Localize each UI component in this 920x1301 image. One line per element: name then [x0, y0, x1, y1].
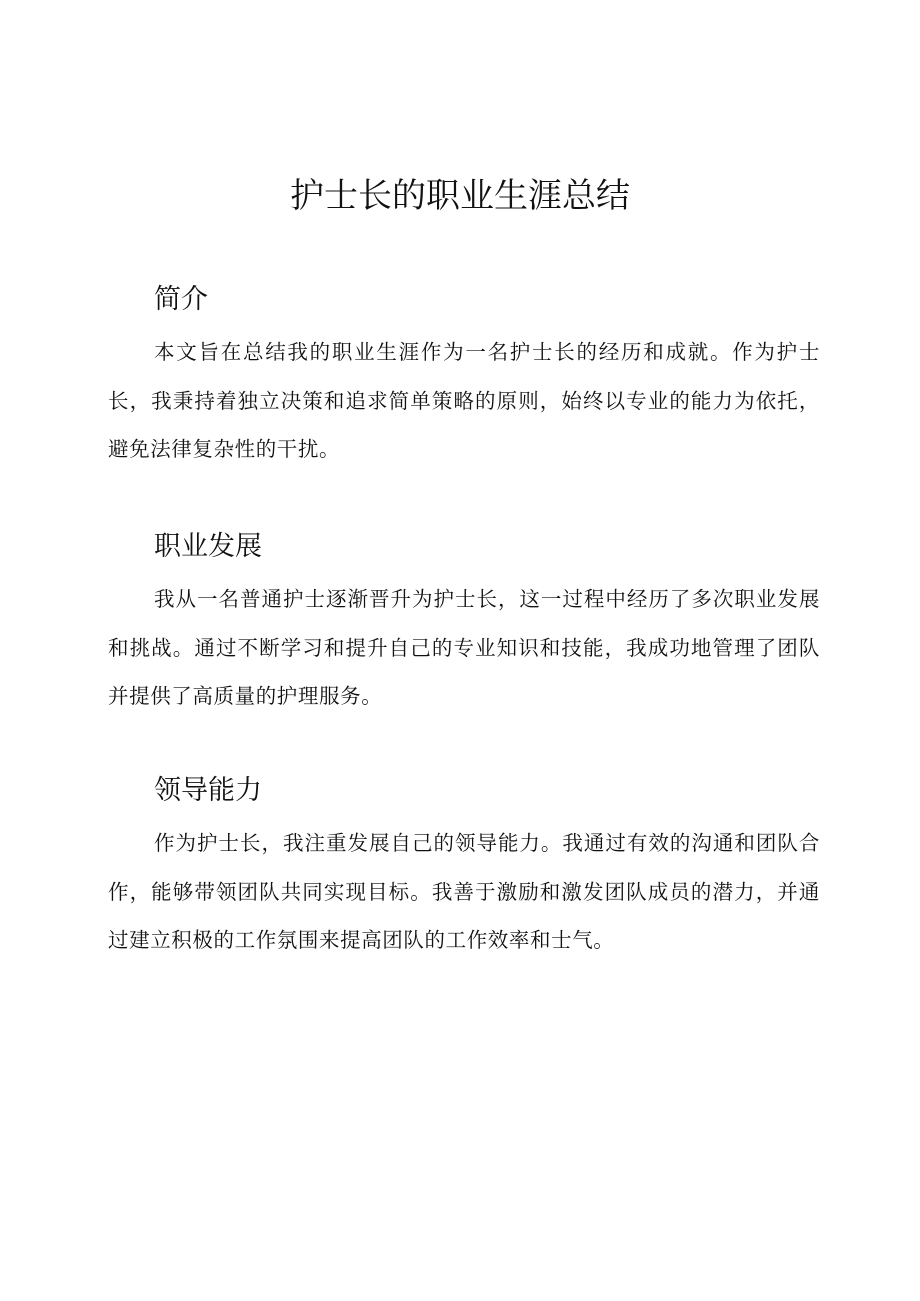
- section-paragraph: 我从一名普通护士逐渐晋升为护士长，这一过程中经历了多次职业发展和挑战。通过不断学习和提升自己的专业知识和技能，我成功地管理了团队并提供了高质量的护理服务。: [108, 587, 820, 708]
- section-intro: [108, 280, 820, 474]
- section-career-development: [108, 527, 820, 721]
- section-heading: 职业发展: [154, 531, 262, 562]
- section-heading: 领导能力: [154, 775, 262, 806]
- section-leadership: [108, 771, 820, 965]
- section-paragraph: 作为护士长，我注重发展自己的领导能力。我通过有效的沟通和团队合作，能够带领团队共同实现目标。我善于激励和激发团队成员的潜力，并通过建立积极的工作氛围来提高团队的工作效率和士气。: [108, 831, 820, 952]
- section-paragraph: 本文旨在总结我的职业生涯作为一名护士长的经历和成就。作为护士长，我秉持着独立决策和追求简单策略的原则，始终以专业的能力为依托，避免法律复杂性的干扰。: [108, 340, 820, 461]
- document-title: 护士长的职业生涯总结: [290, 176, 630, 216]
- section-heading: 简介: [154, 284, 208, 315]
